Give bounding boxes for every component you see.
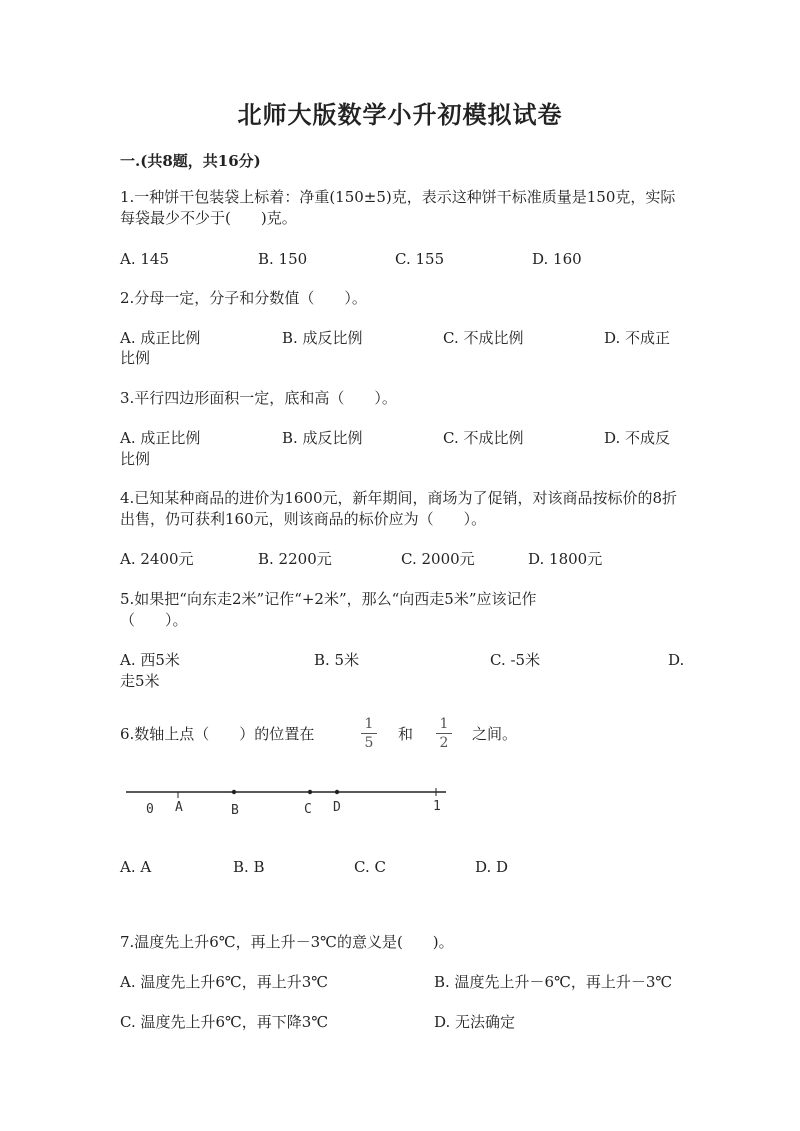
fraction-bar xyxy=(436,733,452,734)
question-7-stem: 7.温度先上升6℃，再上升－3℃的意义是( )。 xyxy=(120,933,454,951)
point-d xyxy=(335,790,339,794)
fraction-numerator: 1 xyxy=(364,716,374,732)
q2-option-d[interactable]: D. 不成正 xyxy=(604,329,671,347)
question-5-stem-line2: （ ）。 xyxy=(120,611,188,629)
q3-option-b[interactable]: B. 成反比例 xyxy=(282,429,363,447)
q5-option-a[interactable]: A. 西5米 xyxy=(120,651,180,669)
question-3-stem: 3.平行四边形面积一定，底和高（ ）。 xyxy=(120,389,397,407)
q5-option-d[interactable]: D. xyxy=(668,651,685,669)
q1-option-b[interactable]: B. 150 xyxy=(258,250,308,268)
q7-option-b[interactable]: B. 温度先上升－6℃，再上升－3℃ xyxy=(434,973,673,991)
question-5-stem-line1: 5.如果把“向东走2米”记作“+2米”，那么“向西走5米”应该记作 xyxy=(120,590,537,608)
fraction-numerator: 1 xyxy=(439,716,449,732)
q7-option-a[interactable]: A. 温度先上升6℃，再上升3℃ xyxy=(120,973,329,991)
fraction-one-fifth xyxy=(361,716,377,751)
page-title: 北师大版数学小升初模拟试卷 xyxy=(237,100,563,129)
label-one: 1 xyxy=(433,799,441,814)
q6-option-b[interactable]: B. B xyxy=(233,858,265,876)
q5-option-d-wrap: 走5米 xyxy=(120,672,160,690)
q2-option-a[interactable]: A. 成正比例 xyxy=(120,329,201,347)
label-d: D xyxy=(333,800,341,815)
q1-option-c[interactable]: C. 155 xyxy=(395,250,445,268)
section-header: 一.(共8题，共16分) xyxy=(120,152,261,170)
label-a: A xyxy=(175,800,183,815)
fraction-one-half xyxy=(436,716,452,751)
q6-option-c[interactable]: C. C xyxy=(354,858,386,876)
question-6-stem-b: 和 xyxy=(398,725,414,743)
q7-option-d[interactable]: D. 无法确定 xyxy=(434,1013,516,1031)
label-zero: 0 xyxy=(146,802,154,817)
q2-option-c[interactable]: C. 不成比例 xyxy=(443,329,524,347)
q4-option-a[interactable]: A. 2400元 xyxy=(120,550,194,568)
question-4-stem: 4.已知某种商品的进价为1600元，新年期间，商场为了促销，对该商品按标价的8折出售，仍可获利160元，则该商品的标价应为（ ）。 xyxy=(120,489,678,528)
q4-option-d[interactable]: D. 1800元 xyxy=(528,550,603,568)
q1-option-d[interactable]: D. 160 xyxy=(532,250,582,268)
point-b xyxy=(232,790,236,794)
q3-option-a[interactable]: A. 成正比例 xyxy=(120,429,201,447)
question-1-stem: 1.一种饼干包装袋上标着：净重(150±5)克，表示这种饼干标准质量是150克，实际每袋最少不少于( )克。 xyxy=(120,188,676,227)
q2-option-b[interactable]: B. 成反比例 xyxy=(282,329,363,347)
label-c: C xyxy=(304,802,312,817)
q6-option-d[interactable]: D. D xyxy=(475,858,509,876)
q1-option-a[interactable]: A. 145 xyxy=(120,250,169,268)
fraction-denominator: 5 xyxy=(364,735,374,751)
q5-option-c[interactable]: C. -5米 xyxy=(490,651,541,669)
q7-option-c[interactable]: C. 温度先上升6℃，再下降3℃ xyxy=(120,1013,329,1031)
q3-option-d-wrap: 比例 xyxy=(120,450,151,468)
point-c xyxy=(308,790,312,794)
question-2-stem: 2.分母一定，分子和分数值（ ）。 xyxy=(120,289,367,307)
question-6-stem-c: 之间。 xyxy=(472,725,518,743)
fraction-denominator: 2 xyxy=(439,735,449,751)
q5-option-b[interactable]: B. 5米 xyxy=(314,651,360,669)
question-6-stem-a: 6.数轴上点（ ）的位置在 xyxy=(120,725,315,743)
label-b: B xyxy=(231,803,239,818)
fraction-bar xyxy=(361,733,377,734)
q4-option-c[interactable]: C. 2000元 xyxy=(401,550,475,568)
q4-option-b[interactable]: B. 2200元 xyxy=(258,550,332,568)
q3-option-d[interactable]: D. 不成反 xyxy=(604,429,671,447)
number-line xyxy=(120,780,460,820)
q2-option-d-wrap: 比例 xyxy=(120,349,151,367)
q3-option-c[interactable]: C. 不成比例 xyxy=(443,429,524,447)
q6-option-a[interactable]: A. A xyxy=(120,858,152,876)
